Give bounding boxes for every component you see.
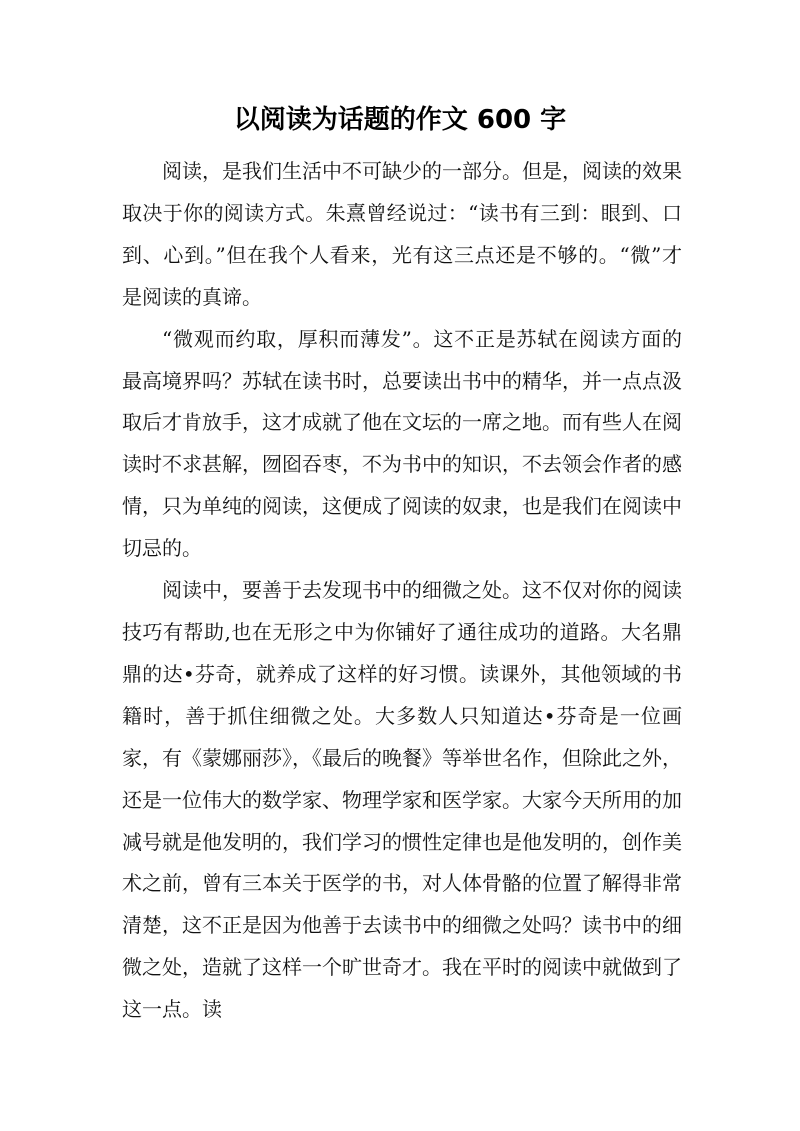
paragraph-1: 阅读，是我们生活中不可缺少的一部分。但是，阅读的效果取决于你的阅读方式。朱熹曾经说过：“读书有三到：眼到、口到、心到。”但在我个人看来，光有这三点还是不够的。“微”才是阅读的真谛。 [122,159,682,309]
document-title: 以阅读为话题的作文 600 字 [233,105,567,135]
document-body [122,151,682,1031]
paragraph-3: 阅读中，要善于去发现书中的细微之处。这不仅对你的阅读技巧有帮助,也在无形之中为你铺好了通往成功的道路。大名鼎鼎的达•芬奇，就养成了这样的好习惯。读课外，其他领域的书籍时，善于抓住细微之处。大多数人只知道达•芬奇是一位画家，有《蒙娜丽莎》，《最后的晚餐》等举世名作，但除此之外，还是一位伟大的数学家、物理学家和医学家。大家今天所用的加减号就是他发明的，我们学习的惯性定律也是他发明的，创作美术之前，曾有三本关于医学的书，对人体骨骼的位置了解得非常清楚，这不正是因为他善于去读书中的细微之处吗？读书中的细微之处，造就了这样一个旷世奇才。我在平时的阅读中就做到了这一点。读 [122,578,682,1022]
paragraph-2: “微观而约取，厚积而薄发”。这不正是苏轼在阅读方面的最高境界吗？苏轼在读书时，总要读出书中的精华，并一点点汲取后才肯放手，这才成就了他在文坛的一席之地。而有些人在阅读时不求甚解，囫囵吞枣，不为书中的知识，不去领会作者的感情，只为单纯的阅读，这便成了阅读的奴隶，也是我们在阅读中切忌的。 [122,326,682,561]
